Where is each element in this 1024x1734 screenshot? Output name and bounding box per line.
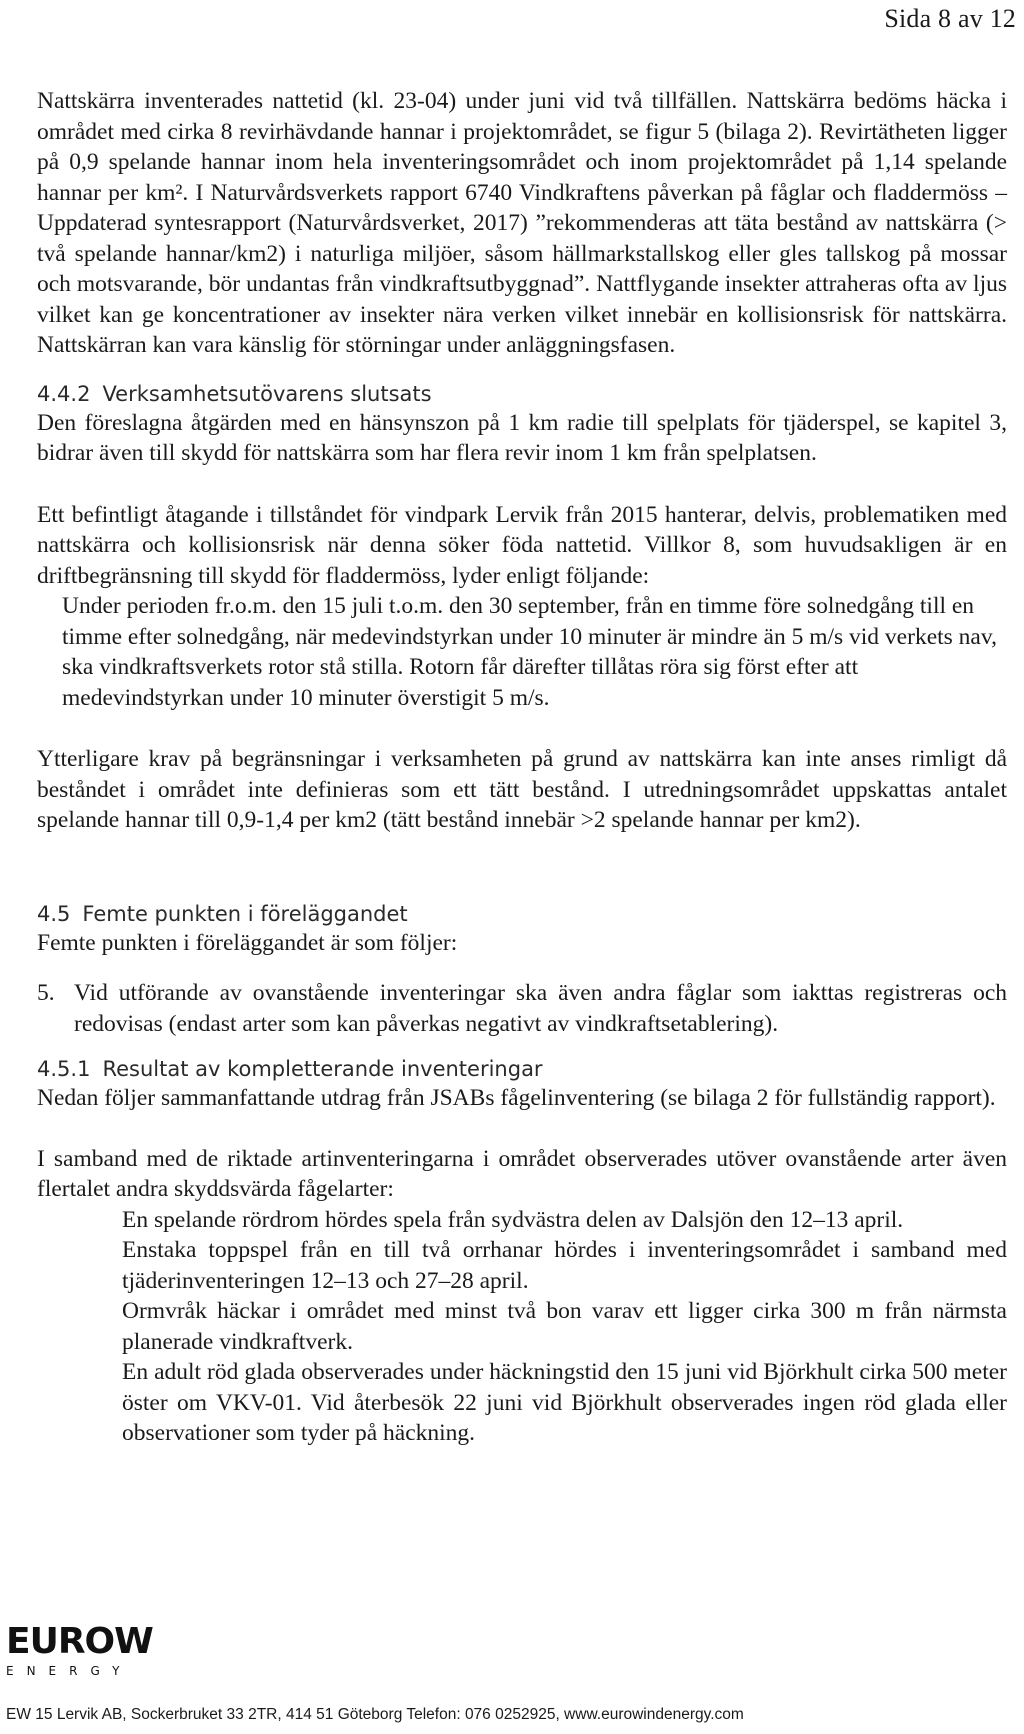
section-title: Verksamhetsutövarens slutsats	[102, 381, 432, 406]
logo-wordmark: EUROW	[6, 1621, 153, 1662]
item-text: Vid utförande av ovanstående inventeringar ska även andra fåglar som iakttas registreras och redovisas (endast arter som kan påverkas negativt av vindkraftsetablering).	[74, 980, 1007, 1037]
section-number: 4.5	[37, 901, 71, 926]
section-title: Resultat av kompletterande inventeringar	[102, 1057, 543, 1081]
item-number: 5.	[37, 980, 55, 1006]
observation-item: En adult röd glada observerades under häckningstid den 15 juni vid Björkhult cirka 500 meter öster om VKV-01. Vid återbesök 22 juni vid Björkhult observerades ingen röd glada eller observationer som tyder på häckning.	[122, 1359, 1007, 1446]
paragraph-further-restrictions: Ytterligare krav på begränsningar i verksamheten på grund av nattskärra kan inte anses rimligt då beståndet i området inte definieras som ett tätt bestånd. I utredningsområdet uppskattas antalet spelande hannar till 0,9-1,4 per km2 (tätt bestånd innebär >2 spelande hannar per km2).	[37, 746, 1007, 833]
section-number: 4.4.2	[37, 381, 91, 406]
section-heading-4-5-1	[37, 1055, 1007, 1083]
paragraph-fifth-point-intro: Femte punkten i föreläggandet är som följer:	[37, 929, 458, 956]
condition-quote: Under perioden fr.o.m. den 15 juli t.o.m. den 30 september, från en timme före solnedgång till en timme efter solnedgång, när medevindstyrkan under 10 minuter är mindre än 5 m/s vid verkets nav, ska vindkraftsverkets rotor stå stilla. Rotorn får därefter tillåtas röra sig först efter att medevindstyrkan under 10 minuter överstigit 5 m/s.	[62, 593, 997, 711]
numbered-item-5	[37, 978, 1007, 1039]
section-heading-4-4-2	[37, 380, 1007, 408]
document-body	[37, 86, 1007, 1449]
section-number: 4.5.1	[37, 1057, 91, 1081]
section-heading-4-5	[37, 900, 1007, 928]
company-logo	[6, 1621, 153, 1678]
observation-item: Ormvråk häckar i området med minst två bon varav ett ligger cirka 300 m från närmsta planerade vindkraftverk.	[122, 1298, 1007, 1355]
paragraph-summary-intro: Nedan följer sammanfattande utdrag från JSABs fågelinventering (se bilaga 2 för fullständig rapport).	[37, 1085, 996, 1111]
paragraph-existing-commitment: Ett befintligt åtagande i tillståndet för vindpark Lervik från 2015 hanterar, delvis, problematiken med nattskärra och kollisionsrisk när denna söker föda nattetid. Villkor 8, som huvudsakligen är en driftbegränsning till skydd för fladdermöss, lyder enligt följande:	[37, 501, 1007, 589]
footer-contact-line: EW 15 Lervik AB, Sockerbruket 33 2TR, 414 51 Göteborg Telefon: 076 0252925, www.eurowindenergy.com	[6, 1706, 744, 1723]
paragraph-observations-intro: I samband med de riktade artinventeringarna i området observerades utöver ovanstående arter även flertalet andra skyddsvärda fågelarter:	[37, 1145, 1007, 1202]
observation-list	[122, 1205, 1007, 1449]
observation-item: Enstaka toppspel från en till två orrhanar hördes i inventeringsområdet i samband med tjäderinventeringen 12–13 och 27–28 april.	[122, 1237, 1007, 1294]
paragraph-conclusion: Den föreslagna åtgärden med en hänsynszon på 1 km radie till spelplats för tjäderspel, se kapitel 3, bidrar även till skydd för nattskärra som har flera revir inom 1 km från spelplatsen.	[37, 409, 1007, 466]
section-title: Femte punkten i föreläggandet	[82, 901, 408, 926]
logo-subtext: ENERGY	[6, 1664, 133, 1678]
observation-item: En spelande rördrom hördes spela från sydvästra delen av Dalsjön den 12–13 april.	[122, 1206, 904, 1233]
page-number: Sida 8 av 12	[884, 4, 1016, 33]
paragraph-nattskarra-inventory: Nattskärra inventerades nattetid (kl. 23-04) under juni vid två tillfällen. Nattskärra bedöms häcka i området med cirka 8 revirhävdande hannar i projektområdet, se figur 5 (bilaga 2). Revirtätheten ligger på 0,9 spelande hannar inom hela inventeringsområdet och inom projektområdet på 1,14 spelande hannar per km². I Naturvårdsverkets rapport 6740 Vindkraftens påverkan på fåglar och fladdermöss – Uppdaterad syntesrapport (Naturvårdsverket, 2017) ”rekommenderas att täta bestånd av nattskärra (> två spelande hannar/km2) i naturliga miljöer, såsom hällmarkstallskog eller gles tallskog på mossar och motsvarande, bör undantas från vindkraftsutbyggnad”. Nattflygande insekter attraheras ofta av ljus vilket kan ge koncentrationer av insekter nära verken vilket innebär en kollisionsrisk för nattskärra. Nattskärran kan vara känslig för störningar under anläggningsfasen.	[37, 88, 1007, 358]
